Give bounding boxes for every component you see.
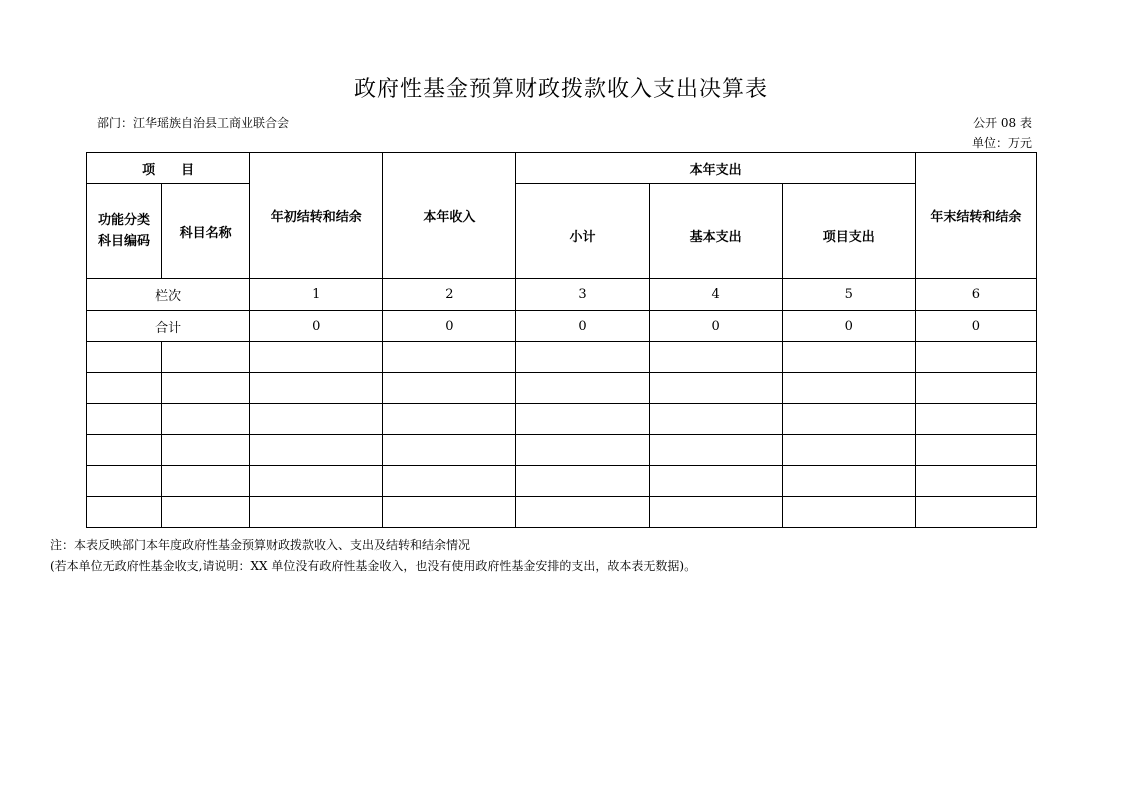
column-number-cell: 5 <box>782 279 915 311</box>
empty-cell <box>383 466 516 497</box>
empty-cell <box>782 466 915 497</box>
empty-cell <box>915 435 1036 466</box>
footnote-line: (若本单位无政府性基金收支,请说明：XX 单位没有政府性基金收入，也没有使用政府性基金安排的支出，故本表无数据)。 <box>50 559 697 573</box>
empty-cell <box>162 342 250 373</box>
empty-cell <box>516 435 649 466</box>
empty-cell <box>782 435 915 466</box>
column-number-row <box>87 279 1037 311</box>
empty-cell <box>649 497 782 528</box>
total-cell: 0 <box>516 311 649 342</box>
header-current-expense: 本年支出 <box>516 153 915 184</box>
empty-cell <box>383 373 516 404</box>
empty-cell <box>782 373 915 404</box>
total-cell: 0 <box>915 311 1036 342</box>
empty-cell <box>516 373 649 404</box>
empty-cell <box>250 466 383 497</box>
header-item: 项 目 <box>87 153 250 184</box>
table-row <box>87 466 1037 497</box>
column-number-cell: 4 <box>649 279 782 311</box>
column-number-cell: 2 <box>383 279 516 311</box>
empty-cell <box>516 342 649 373</box>
empty-cell <box>383 497 516 528</box>
empty-cell <box>87 435 162 466</box>
total-cell: 0 <box>782 311 915 342</box>
empty-cell <box>162 373 250 404</box>
table-row <box>87 497 1037 528</box>
footnotes <box>50 535 696 577</box>
table-row <box>87 373 1037 404</box>
empty-cell <box>250 373 383 404</box>
header-subject-name: 科目名称 <box>162 184 250 279</box>
empty-cell <box>250 404 383 435</box>
empty-cell <box>383 435 516 466</box>
empty-cell <box>782 342 915 373</box>
header-closing-balance: 年末结转和结余 <box>915 153 1036 279</box>
header-project-expense: 项目支出 <box>782 184 915 279</box>
budget-table <box>86 152 1037 528</box>
empty-cell <box>250 497 383 528</box>
total-cell: 0 <box>250 311 383 342</box>
empty-cell <box>383 404 516 435</box>
empty-cell <box>649 466 782 497</box>
empty-cell <box>87 373 162 404</box>
header-subtotal: 小计 <box>516 184 649 279</box>
empty-cell <box>162 497 250 528</box>
empty-cell <box>87 342 162 373</box>
empty-cell <box>516 466 649 497</box>
empty-cell <box>516 404 649 435</box>
column-number-cell: 1 <box>250 279 383 311</box>
empty-cell <box>162 466 250 497</box>
empty-cell <box>516 497 649 528</box>
empty-cell <box>383 342 516 373</box>
empty-cell <box>915 404 1036 435</box>
empty-cell <box>915 497 1036 528</box>
empty-cell <box>162 435 250 466</box>
total-label: 合计 <box>87 311 250 342</box>
empty-cell <box>649 342 782 373</box>
empty-cell <box>87 466 162 497</box>
column-number-cell: 3 <box>516 279 649 311</box>
column-number-cell: 6 <box>915 279 1036 311</box>
total-cell: 0 <box>649 311 782 342</box>
header-current-income: 本年收入 <box>383 153 516 279</box>
empty-cell <box>782 404 915 435</box>
empty-cell <box>250 435 383 466</box>
header-basic-expense: 基本支出 <box>649 184 782 279</box>
empty-cell <box>649 404 782 435</box>
empty-cell <box>162 404 250 435</box>
empty-cell <box>915 342 1036 373</box>
empty-cell <box>649 435 782 466</box>
header-opening-balance: 年初结转和结余 <box>250 153 383 279</box>
table-row <box>87 342 1037 373</box>
header-func-code: 功能分类科目编码 <box>87 184 162 279</box>
empty-cell <box>250 342 383 373</box>
form-number: 公开 08 表 <box>973 116 1032 130</box>
empty-cell <box>649 373 782 404</box>
department-label: 部门：江华瑶族自治县工商业联合会 <box>97 116 290 130</box>
footnote-line: 注：本表反映部门本年度政府性基金预算财政拨款收入、支出及结转和结余情况 <box>50 538 471 552</box>
unit-label: 单位：万元 <box>971 136 1032 150</box>
empty-cell <box>782 497 915 528</box>
table-row <box>87 404 1037 435</box>
empty-cell <box>915 466 1036 497</box>
total-row <box>87 311 1037 342</box>
empty-cell <box>915 373 1036 404</box>
table-row <box>87 435 1037 466</box>
empty-cell <box>87 404 162 435</box>
column-number-label: 栏次 <box>87 279 250 311</box>
total-cell: 0 <box>383 311 516 342</box>
page-title: 政府性基金预算财政拨款收入支出决算表 <box>353 77 768 102</box>
empty-cell <box>87 497 162 528</box>
